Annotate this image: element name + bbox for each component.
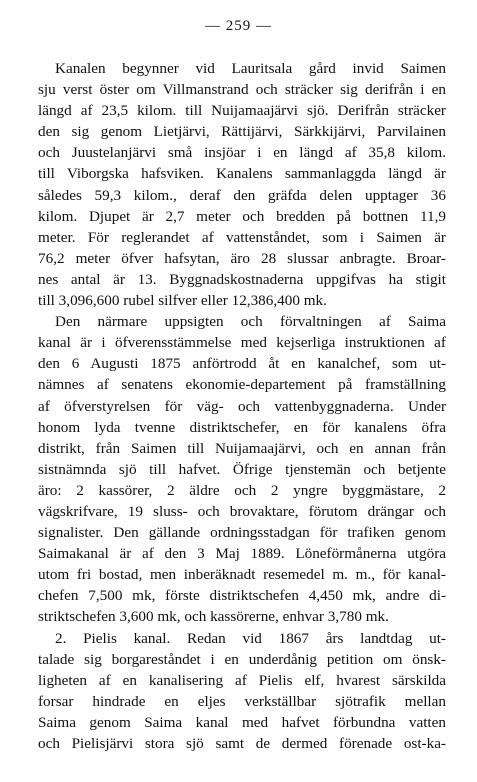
text-line: Saimakanal är af den 3 Maj 1889. Löneförmånerna utgöra — [38, 545, 446, 563]
text-line: distrikt, från Saimen till Nuijamaajärvi, och en annan från — [38, 439, 446, 457]
text-line: den 6 Augusti 1875 anförtrodd åt en kanalchef, som ut- — [38, 355, 446, 373]
text-line: och Juustelanjärvi små insjöar i en längd af 35,8 kilom. — [38, 144, 446, 162]
text-line: Saima genom Saima kanal med hafvet förbundna vatten — [38, 713, 446, 731]
text-line: forsar hindrade en eljes verkställbar sjötrafik mellan — [38, 692, 446, 710]
text-line: af öfverstyrelsen för väg- och vattenbyggnaderna. Under — [38, 397, 446, 415]
text-line: talade sig borgareståndet i en underdånig petition om önsk- — [38, 650, 446, 668]
text-line: kilom. Djupet är 2,7 meter och bredden på bottnen 11,9 — [38, 207, 446, 225]
text-line: ligheten af en kanalisering af Pielis elf, hvarest särskilda — [38, 671, 446, 689]
text-line: signalister. Den gällande ordningsstadgan för trafiken genom — [38, 524, 446, 542]
text-line: den sig genom Lietjärvi, Rättijärvi, Särkkijärvi, Parvilainen — [38, 123, 446, 141]
text-line: till 3,096,600 rubel silfver eller 12,386,400 mk. — [38, 292, 327, 310]
text-line: kanal är i öfverensstämmelse med kejserliga instruktionen af — [38, 334, 446, 352]
page-number: — 259 — — [205, 18, 272, 34]
text-line: äro: 2 kassörer, 2 äldre och 2 yngre byggmästare, 2 — [38, 481, 446, 499]
text-line: 76,2 meter öfver hafsytan, äro 28 slussar anbragte. Broar- — [38, 249, 446, 267]
text-line: och Pielisjärvi stora sjö samt de dermed förenade ost-ka- — [38, 735, 446, 752]
text-line: således 59,3 kilom., deraf den gräfda delen upptager 36 — [38, 186, 446, 204]
text-line: vägskrifvare, 19 sluss- och brovaktare, förutom drängar och — [38, 502, 446, 520]
text-line: 2. Pielis kanal. Redan vid 1867 års landtdag ut- — [55, 629, 446, 647]
text-line: längd af 23,5 kilom. till Nuijamaajärvi sjö. Derifrån sträcker — [38, 102, 446, 120]
text-line: sju verst öster om Villmanstrand och sträcker sig derifrån i en — [38, 81, 446, 99]
text-line: meter. För reglerandet af vattenståndet, som i Saimen är — [38, 228, 446, 246]
text-line: utom fri bostad, men inberäknadt resemedel m. m., för kanal- — [38, 566, 446, 584]
text-line: sistnämnda sjö till hafvet. Öfrige tjenstemän och betjente — [38, 460, 446, 478]
text-line: nes antal är 13. Byggnadskostnaderna uppgifvas ha stigit — [38, 270, 446, 288]
text-line: Kanalen begynner vid Lauritsala gård invid Saimen — [55, 60, 446, 77]
text-line: striktschefen 3,600 mk, och kassörerne, enhvar 3,780 mk. — [38, 608, 389, 626]
text-line: Den närmare uppsigten och förvaltningen af Saima — [55, 313, 446, 331]
text-line: honom lyda tvenne distriktschefer, en för kanalens öfra — [38, 418, 446, 436]
text-line: nämnes af senatens ekonomie-departement på framställning — [38, 376, 446, 394]
body-text — [38, 58, 446, 754]
text-line: chefen 7,500 mk, förste distriktschefen 4,450 mk, andre di- — [38, 587, 446, 605]
text-line: till Viborgska hafsviken. Kanalens sammanlaggda längd är — [38, 165, 446, 183]
